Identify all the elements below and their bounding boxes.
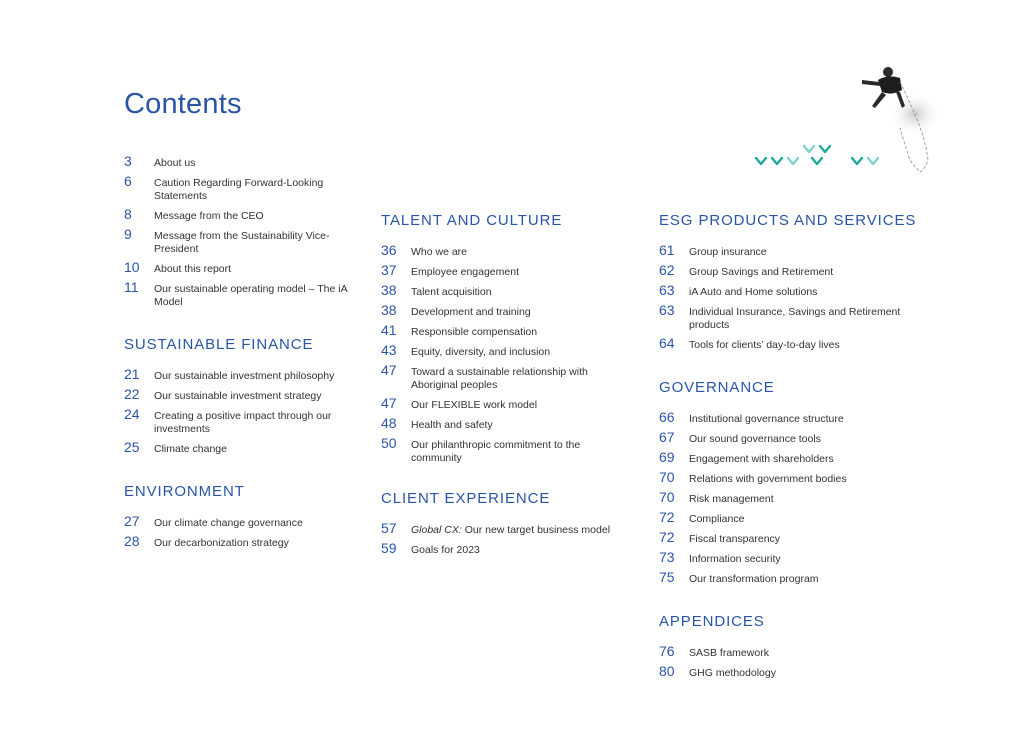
entry-title: Fiscal transparency	[689, 533, 781, 545]
toc-entry[interactable]	[659, 570, 939, 586]
toc-entry[interactable]	[659, 283, 939, 299]
entry-page: 38	[381, 302, 397, 318]
intro-list	[124, 154, 354, 309]
entry-title: Our sustainable operating model – The iA Model	[154, 283, 348, 308]
entry-page: 27	[124, 513, 140, 529]
entry-title: Goals for 2023	[411, 544, 480, 556]
entry-page: 6	[124, 173, 132, 189]
entry-page: 38	[381, 282, 397, 298]
entry-title: Group insurance	[689, 246, 767, 258]
entry-page: 36	[381, 242, 397, 258]
toc-entry[interactable]	[381, 521, 621, 537]
entry-page: 61	[659, 242, 675, 258]
entry-page: 10	[124, 259, 140, 275]
toc-entry[interactable]	[124, 407, 354, 436]
entry-page: 50	[381, 435, 397, 451]
toc-entry[interactable]	[124, 440, 354, 456]
toc-entry[interactable]	[659, 450, 939, 466]
toc-entry[interactable]	[381, 303, 621, 319]
toc-entry[interactable]	[659, 470, 939, 486]
entry-page: 28	[124, 533, 140, 549]
section-list	[659, 410, 939, 586]
entry-page: 67	[659, 429, 675, 445]
toc-entry-ceo-message[interactable]	[124, 207, 354, 223]
toc-entry[interactable]	[659, 550, 939, 566]
entry-title: Our decarbonization strategy	[154, 537, 289, 549]
entry-title-rest: Our new target business model	[461, 524, 611, 536]
entry-page: 69	[659, 449, 675, 465]
column-2	[381, 212, 621, 561]
entry-page: 21	[124, 366, 140, 382]
entry-title: Engagement with shareholders	[689, 453, 834, 465]
toc-entry[interactable]	[381, 323, 621, 339]
section-heading: ESG PRODUCTS AND SERVICES	[659, 212, 917, 229]
section-list	[659, 243, 939, 352]
entry-page: 25	[124, 439, 140, 455]
section-environment	[124, 483, 354, 550]
entry-page: 72	[659, 529, 675, 545]
entry-title: Development and training	[411, 306, 531, 318]
entry-title: Message from the CEO	[154, 210, 264, 222]
entry-page: 66	[659, 409, 675, 425]
entry-page: 62	[659, 262, 675, 278]
entry-title: Information security	[689, 553, 781, 565]
section-esg	[659, 212, 939, 352]
entry-title: Toward a sustainable relationship with Aboriginal peoples	[411, 366, 588, 391]
entry-page: 76	[659, 643, 675, 659]
section-heading: CLIENT EXPERIENCE	[381, 490, 551, 507]
section-client-experience	[381, 490, 621, 557]
section-appendices	[659, 613, 939, 680]
entry-page: 41	[381, 322, 397, 338]
entry-page: 72	[659, 509, 675, 525]
entry-title: Group Savings and Retirement	[689, 266, 834, 278]
section-list	[381, 243, 621, 465]
section-heading: SUSTAINABLE FINANCE	[124, 336, 314, 353]
toc-entry[interactable]	[659, 644, 939, 660]
toc-entry[interactable]	[659, 430, 939, 446]
entry-title: Caution Regarding Forward-Looking Statements	[154, 177, 324, 202]
toc-entry[interactable]	[659, 303, 939, 332]
section-talent-culture	[381, 212, 621, 465]
toc-entry[interactable]	[124, 514, 354, 530]
entry-page: 48	[381, 415, 397, 431]
entry-title: Who we are	[411, 246, 468, 258]
section-heading: APPENDICES	[659, 613, 765, 630]
toc-entry[interactable]	[381, 416, 621, 432]
entry-page: 22	[124, 386, 140, 402]
entry-page: 47	[381, 395, 397, 411]
entry-title: Our climate change governance	[154, 517, 303, 529]
toc-entry[interactable]	[659, 410, 939, 426]
entry-title: Health and safety	[411, 419, 493, 431]
entry-page: 63	[659, 302, 675, 318]
entry-title: Our sustainable investment philosophy	[154, 370, 335, 382]
toc-entry[interactable]	[381, 541, 621, 557]
entry-page: 75	[659, 569, 675, 585]
section-heading: TALENT AND CULTURE	[381, 212, 563, 229]
section-list	[659, 644, 939, 680]
entry-page: 80	[659, 663, 675, 679]
birds-icon	[756, 146, 878, 164]
toc-entry[interactable]	[381, 283, 621, 299]
entry-title: Relations with government bodies	[689, 473, 847, 485]
entry-title	[411, 521, 610, 537]
toc-entry[interactable]	[381, 436, 621, 465]
section-governance	[659, 379, 939, 586]
entry-title: iA Auto and Home solutions	[689, 286, 818, 298]
entry-title: Our transformation program	[689, 573, 819, 585]
page-title: Contents	[124, 88, 242, 120]
entry-page: 70	[659, 489, 675, 505]
column-1	[124, 154, 354, 554]
entry-title: Employee engagement	[411, 266, 519, 278]
entry-page: 37	[381, 262, 397, 278]
entry-page: 8	[124, 206, 132, 222]
toc-entry[interactable]	[659, 263, 939, 279]
entry-page: 11	[124, 279, 139, 295]
toc-entry[interactable]	[124, 387, 354, 403]
entry-title: Responsible compensation	[411, 326, 538, 338]
toc-entry[interactable]	[659, 664, 939, 680]
section-list	[124, 367, 354, 456]
section-sustainable-finance	[124, 336, 354, 456]
toc-entry[interactable]	[381, 396, 621, 412]
entry-title: Tools for clients’ day-to-day lives	[689, 339, 840, 351]
entry-page: 9	[124, 226, 132, 242]
entry-title: Our sustainable investment strategy	[154, 390, 322, 402]
entry-page: 24	[124, 406, 140, 422]
toc-entry[interactable]	[659, 490, 939, 506]
entry-title: Our sound governance tools	[689, 433, 821, 445]
section-list	[124, 514, 354, 550]
entry-title: Equity, diversity, and inclusion	[411, 346, 551, 358]
section-list	[381, 521, 621, 557]
entry-title: Our philanthropic commitment to the community	[411, 439, 581, 464]
entry-title: Our FLEXIBLE work model	[411, 399, 538, 411]
entry-title: Message from the Sustainability Vice-President	[154, 230, 330, 255]
toc-entry-about-us[interactable]	[124, 154, 354, 170]
entry-title: Risk management	[689, 493, 774, 505]
entry-title: About this report	[154, 263, 232, 275]
toc-entry[interactable]	[659, 336, 939, 352]
toc-entry-caution[interactable]	[124, 174, 354, 203]
entry-page: 3	[124, 153, 132, 169]
entry-title: Climate change	[154, 443, 227, 455]
entry-title: Compliance	[689, 513, 745, 525]
toc-entry[interactable]	[659, 510, 939, 526]
toc-entry[interactable]	[381, 363, 621, 392]
entry-title-italic: Global CX:	[411, 524, 462, 536]
entry-page: 64	[659, 335, 675, 351]
entry-page: 57	[381, 520, 397, 536]
entry-page: 70	[659, 469, 675, 485]
entry-title: SASB framework	[689, 647, 769, 659]
toc-entry-about-report[interactable]	[124, 260, 354, 276]
toc-entry[interactable]	[381, 343, 621, 359]
entry-page: 59	[381, 540, 397, 556]
entry-page: 47	[381, 362, 397, 378]
entry-title: About us	[154, 157, 196, 169]
kite-illustration	[750, 62, 940, 182]
entry-page: 73	[659, 549, 675, 565]
toc-entry[interactable]	[124, 367, 354, 383]
toc-entry[interactable]	[659, 243, 939, 259]
section-heading: GOVERNANCE	[659, 379, 775, 396]
entry-title: Creating a positive impact through our investments	[154, 410, 332, 435]
toc-entry[interactable]	[659, 530, 939, 546]
toc-entry[interactable]	[124, 534, 354, 550]
entry-page: 43	[381, 342, 397, 358]
toc-entry-operating-model[interactable]	[124, 280, 354, 309]
section-heading: ENVIRONMENT	[124, 483, 245, 500]
entry-page: 63	[659, 282, 675, 298]
column-3	[659, 212, 939, 684]
entry-title: Institutional governance structure	[689, 413, 844, 425]
toc-entry-vp-message[interactable]	[124, 227, 354, 256]
entry-title: GHG methodology	[689, 667, 776, 679]
entry-title: Individual Insurance, Savings and Retirement products	[689, 306, 901, 331]
toc-entry[interactable]	[381, 243, 621, 259]
entry-title: Talent acquisition	[411, 286, 492, 298]
toc-entry[interactable]	[381, 263, 621, 279]
